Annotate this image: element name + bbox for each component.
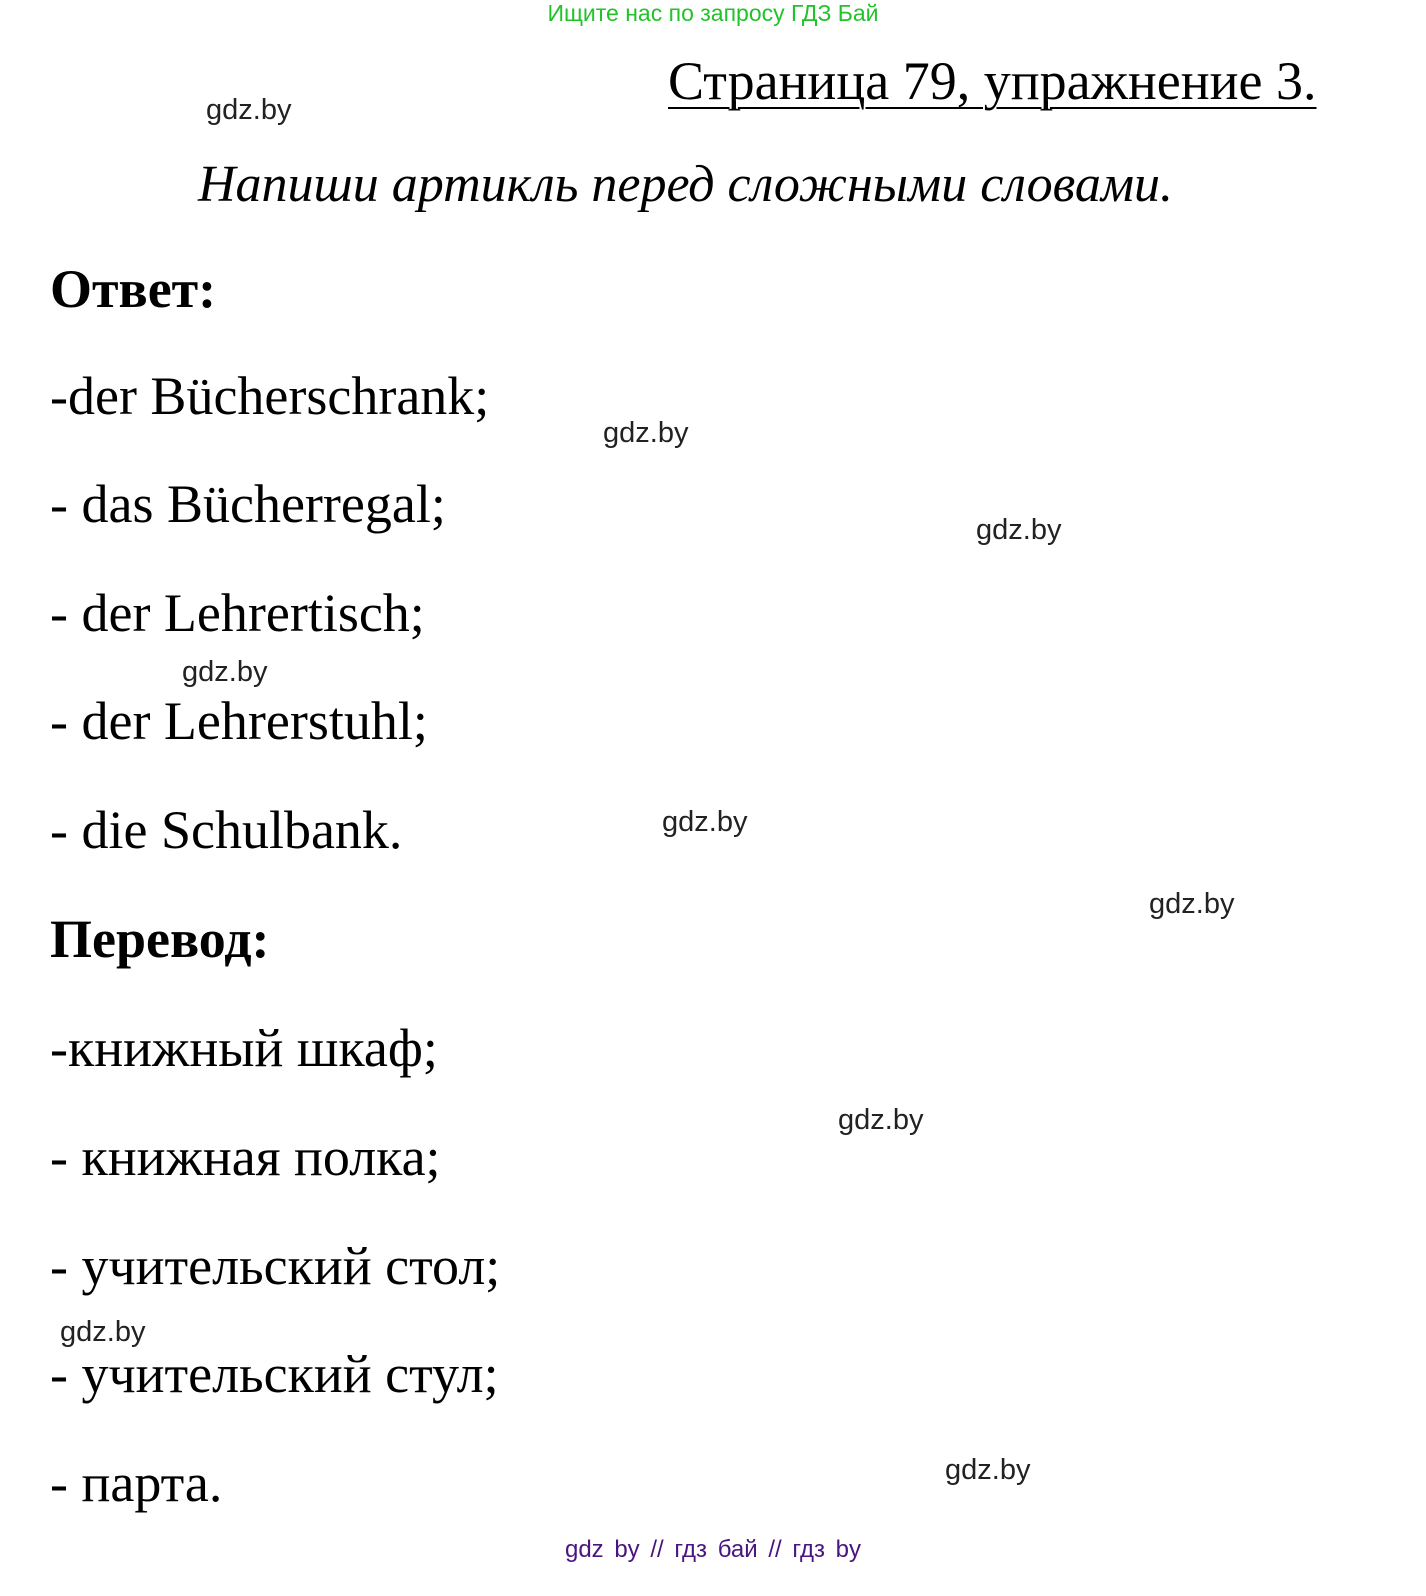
- watermark: gdz.by: [945, 1454, 1031, 1486]
- translation-line: -книжный шкаф;: [50, 1018, 438, 1078]
- footer-links: gdz by // гдз бай // гдз by: [564, 1536, 862, 1563]
- translation-heading: Перевод:: [50, 909, 270, 969]
- answer-line: - die Schulbank.: [50, 800, 403, 860]
- answer-line: -der Bücherschrank;: [50, 366, 490, 426]
- task-text: Напиши артикль перед сложными словами.: [198, 156, 1173, 213]
- translation-line: - учительский стул;: [50, 1344, 499, 1404]
- watermark: gdz.by: [182, 656, 268, 688]
- watermark: gdz.by: [60, 1316, 146, 1348]
- watermark: gdz.by: [603, 417, 689, 449]
- translation-line: - учительский стол;: [50, 1236, 501, 1296]
- watermark: gdz.by: [206, 94, 292, 126]
- watermark: gdz.by: [838, 1104, 924, 1136]
- page-title: Страница 79, упражнение 3.: [668, 51, 1317, 111]
- answer-heading: Ответ:: [50, 259, 217, 319]
- answer-line: - das Bücherregal;: [50, 474, 446, 534]
- watermark: gdz.by: [1149, 888, 1235, 920]
- translation-line: - книжная полка;: [50, 1127, 441, 1187]
- watermark: gdz.by: [662, 806, 748, 838]
- search-banner: Ищите нас по запросу ГДЗ Бай: [547, 0, 879, 26]
- answer-line: - der Lehrertisch;: [50, 583, 425, 643]
- watermark: gdz.by: [976, 514, 1062, 546]
- translation-line: - парта.: [50, 1453, 223, 1513]
- answer-line: - der Lehrerstuhl;: [50, 691, 428, 751]
